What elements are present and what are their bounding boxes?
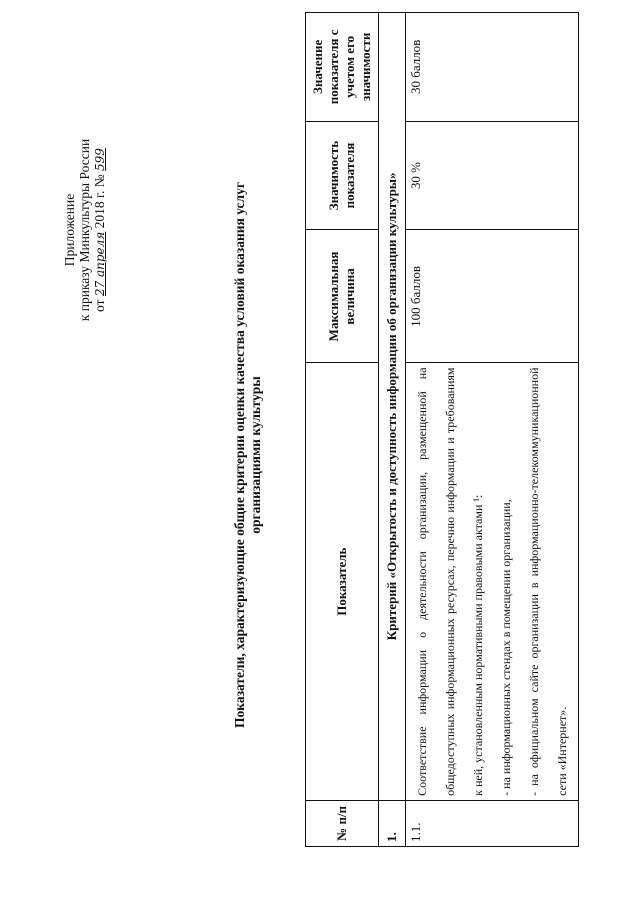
title-line-1: Показатели, характеризующие общие критерии оценки качества условий оказания услуг [232,182,247,728]
order-date-line [92,115,108,345]
order-year: 2018 г. № [92,174,107,229]
table-row [406,13,579,847]
appendix-header [62,115,108,345]
row-max-value: 100 баллов [406,230,579,363]
handwritten-number: 599 [93,148,107,171]
title-line-2: организациями культуры [248,376,263,534]
row-weighted-value: 30 баллов [406,13,579,122]
section-num: 1. [379,800,406,846]
section-title: Критерий «Открытость и доступность информации об организации культуры» [379,13,406,801]
handwritten-date: 27 апреля [93,231,107,297]
date-prefix: от [92,299,107,312]
header-indicator: Показатель [306,363,379,800]
indicator-paragraph-2: - на информационных стендах в помещении организации, [499,499,513,796]
row-significance: 30 % [406,121,579,230]
appendix-label: Приложение [62,193,77,267]
row-num: 1.1. [406,800,579,846]
row-indicator [406,363,579,800]
indicator-paragraph-3: - на официальном сайте организации в информационно-телекоммуникационной сети «Интернет». [527,367,569,796]
header-significance: Значимость показателя [306,121,379,230]
header-num: № п/п [306,800,379,846]
criteria-table [305,12,579,847]
indicator-paragraph-1: Соответствие информации о деятельности организации, размещенной на общедоступных информационных ресурсах, перечню информации и требованиям к ней, установленным нормативными правовыми актами ¹: [415,367,485,796]
document-title [232,95,264,815]
section-row [379,13,406,847]
header-value: Значение показателя с учетом его значимости [306,13,379,122]
table-header-row [306,13,379,847]
order-reference: к приказу Минкультуры России [77,138,92,322]
header-max: Максимальная величина [306,230,379,363]
